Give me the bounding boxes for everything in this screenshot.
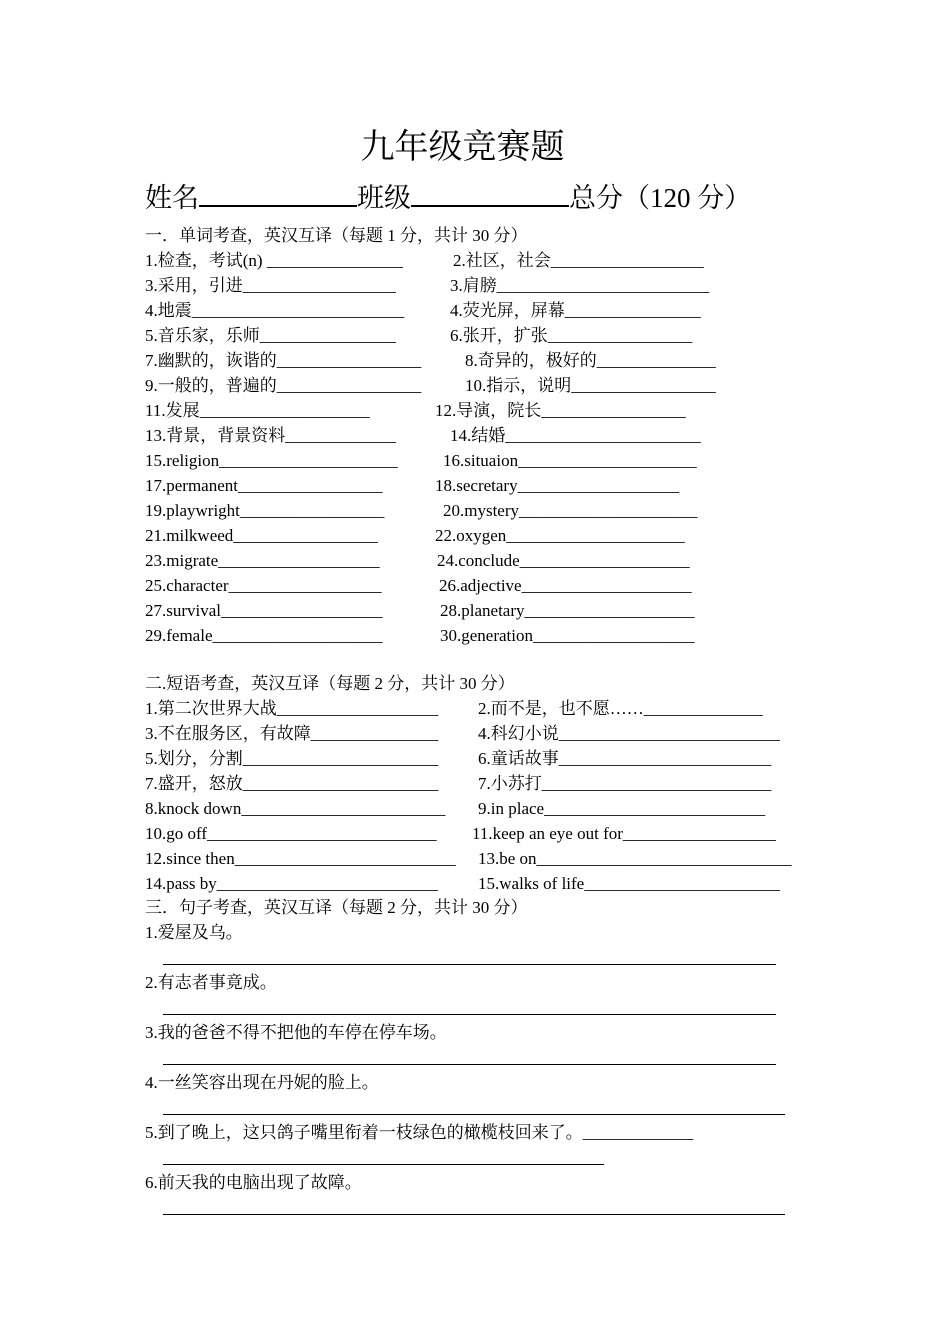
name-label: 姓名 <box>145 183 199 213</box>
word-item[interactable]: 21.milkweed_________________ <box>145 526 378 545</box>
phrase-item[interactable]: 14.pass by__________________________ <box>145 874 438 893</box>
phrase-item[interactable]: 5.划分，分割_______________________ <box>145 749 439 768</box>
sentence-question: 3.我的爸爸不得不把他的车停在停车场。 <box>145 1023 447 1042</box>
phrase-item[interactable]: 13.be on______________________________ <box>478 849 792 868</box>
word-item[interactable]: 8.奇异的，极好的______________ <box>465 351 716 370</box>
phrase-item[interactable]: 2.而不是，也不愿……______________ <box>478 699 763 718</box>
word-item[interactable]: 3.采用，引进__________________ <box>145 276 396 295</box>
word-row <box>145 500 845 522</box>
phrase-row <box>145 723 845 745</box>
word-row <box>145 300 845 322</box>
word-item[interactable]: 15.religion_____________________ <box>145 451 398 470</box>
sentence-question: 4.一丝笑容出现在丹妮的脸上。 <box>145 1073 379 1092</box>
word-item[interactable]: 27.survival___________________ <box>145 601 383 620</box>
word-item[interactable]: 3.肩膀_________________________ <box>450 276 710 295</box>
phrase-item[interactable]: 1.第二次世界大战___________________ <box>145 699 439 718</box>
word-item[interactable]: 10.指示，说明_________________ <box>465 376 716 395</box>
phrase-row <box>145 798 845 820</box>
phrase-item[interactable]: 7.盛开，怒放_______________________ <box>145 774 439 793</box>
sentence-question: 2.有志者事竟成。 <box>145 973 277 992</box>
score-label: 总分（120 分） <box>569 183 752 213</box>
word-row <box>145 250 845 272</box>
phrase-row <box>145 823 845 845</box>
word-item[interactable]: 22.oxygen_____________________ <box>435 526 685 545</box>
word-row <box>145 625 845 647</box>
sentence-question: 5.到了晚上，这只鸽子嘴里衔着一枝绿色的橄榄枝回来了。_____________ <box>145 1123 694 1142</box>
page-title: 九年级竞赛题 <box>360 129 565 166</box>
phrase-item[interactable]: 7.小苏打___________________________ <box>478 774 772 793</box>
phrase-row <box>145 873 845 895</box>
word-item[interactable]: 13.背景，背景资料_____________ <box>145 426 396 445</box>
phrase-item[interactable]: 4.科幻小说__________________________ <box>478 724 780 743</box>
word-row <box>145 350 845 372</box>
answer-line[interactable] <box>163 964 776 965</box>
word-item[interactable]: 7.幽默的，诙谐的_________________ <box>145 351 422 370</box>
student-info-line <box>145 181 751 215</box>
phrase-row <box>145 698 845 720</box>
section3-heading: 三．句子考查，英汉互译（每题 2 分，共计 30 分） <box>145 898 528 917</box>
phrase-row <box>145 748 845 770</box>
word-row <box>145 400 845 422</box>
name-blank[interactable] <box>199 183 357 207</box>
phrase-item[interactable]: 8.knock down________________________ <box>145 799 446 818</box>
word-row <box>145 525 845 547</box>
section1-heading: 一．单词考查，英汉互译（每题 1 分，共计 30 分） <box>145 226 528 245</box>
word-item[interactable]: 14.结婚_______________________ <box>450 426 701 445</box>
word-row <box>145 475 845 497</box>
answer-line[interactable] <box>163 1214 785 1215</box>
word-item[interactable]: 4.地震_________________________ <box>145 301 405 320</box>
word-item[interactable]: 1.检查，考试(n) ________________ <box>145 251 403 270</box>
word-row <box>145 550 845 572</box>
word-item[interactable]: 25.character__________________ <box>145 576 382 595</box>
word-item[interactable]: 20.mystery_____________________ <box>443 501 698 520</box>
answer-line[interactable] <box>163 1164 604 1165</box>
word-item[interactable]: 16.situaion_____________________ <box>443 451 697 470</box>
word-item[interactable]: 9.一般的，普遍的_________________ <box>145 376 422 395</box>
sentence-question: 1.爱屋及乌。 <box>145 923 243 942</box>
word-item[interactable]: 23.migrate___________________ <box>145 551 380 570</box>
word-item[interactable]: 5.音乐家，乐师________________ <box>145 326 396 345</box>
word-item[interactable]: 4.荧光屏，屏幕________________ <box>450 301 701 320</box>
phrase-row <box>145 773 845 795</box>
word-item[interactable]: 6.张开，扩张_________________ <box>450 326 693 345</box>
phrase-row <box>145 848 845 870</box>
word-item[interactable]: 30.generation___________________ <box>440 626 695 645</box>
word-item[interactable]: 29.female____________________ <box>145 626 383 645</box>
section2-heading: 二.短语考查，英汉互译（每题 2 分，共计 30 分） <box>145 674 515 693</box>
word-row <box>145 425 845 447</box>
word-item[interactable]: 26.adjective____________________ <box>439 576 692 595</box>
word-row <box>145 375 845 397</box>
word-row <box>145 325 845 347</box>
word-item[interactable]: 24.conclude____________________ <box>437 551 690 570</box>
word-item[interactable]: 19.playwright_________________ <box>145 501 385 520</box>
word-item[interactable]: 17.permanent_________________ <box>145 476 383 495</box>
word-row <box>145 575 845 597</box>
word-row <box>145 450 845 472</box>
phrase-item[interactable]: 12.since then__________________________ <box>145 849 456 868</box>
phrase-item[interactable]: 9.in place__________________________ <box>478 799 766 818</box>
word-item[interactable]: 28.planetary____________________ <box>440 601 695 620</box>
answer-line[interactable] <box>163 1014 776 1015</box>
word-item[interactable]: 11.发展____________________ <box>145 401 370 420</box>
phrase-item[interactable]: 15.walks of life_______________________ <box>478 874 780 893</box>
sentence-question: 6.前天我的电脑出现了故障。 <box>145 1173 362 1192</box>
phrase-item[interactable]: 6.童话故事_________________________ <box>478 749 772 768</box>
phrase-item[interactable]: 10.go off___________________________ <box>145 824 437 843</box>
answer-line[interactable] <box>163 1114 785 1115</box>
word-item[interactable]: 18.secretary___________________ <box>435 476 680 495</box>
class-label: 班级 <box>357 183 411 213</box>
word-row <box>145 600 845 622</box>
word-row <box>145 275 845 297</box>
phrase-item[interactable]: 11.keep an eye out for__________________ <box>472 824 776 843</box>
word-item[interactable]: 2.社区，社会__________________ <box>453 251 704 270</box>
answer-line[interactable] <box>163 1064 776 1065</box>
class-blank[interactable] <box>411 183 569 207</box>
phrase-item[interactable]: 3.不在服务区，有故障_______________ <box>145 724 439 743</box>
word-item[interactable]: 12.导演，院长_________________ <box>435 401 686 420</box>
